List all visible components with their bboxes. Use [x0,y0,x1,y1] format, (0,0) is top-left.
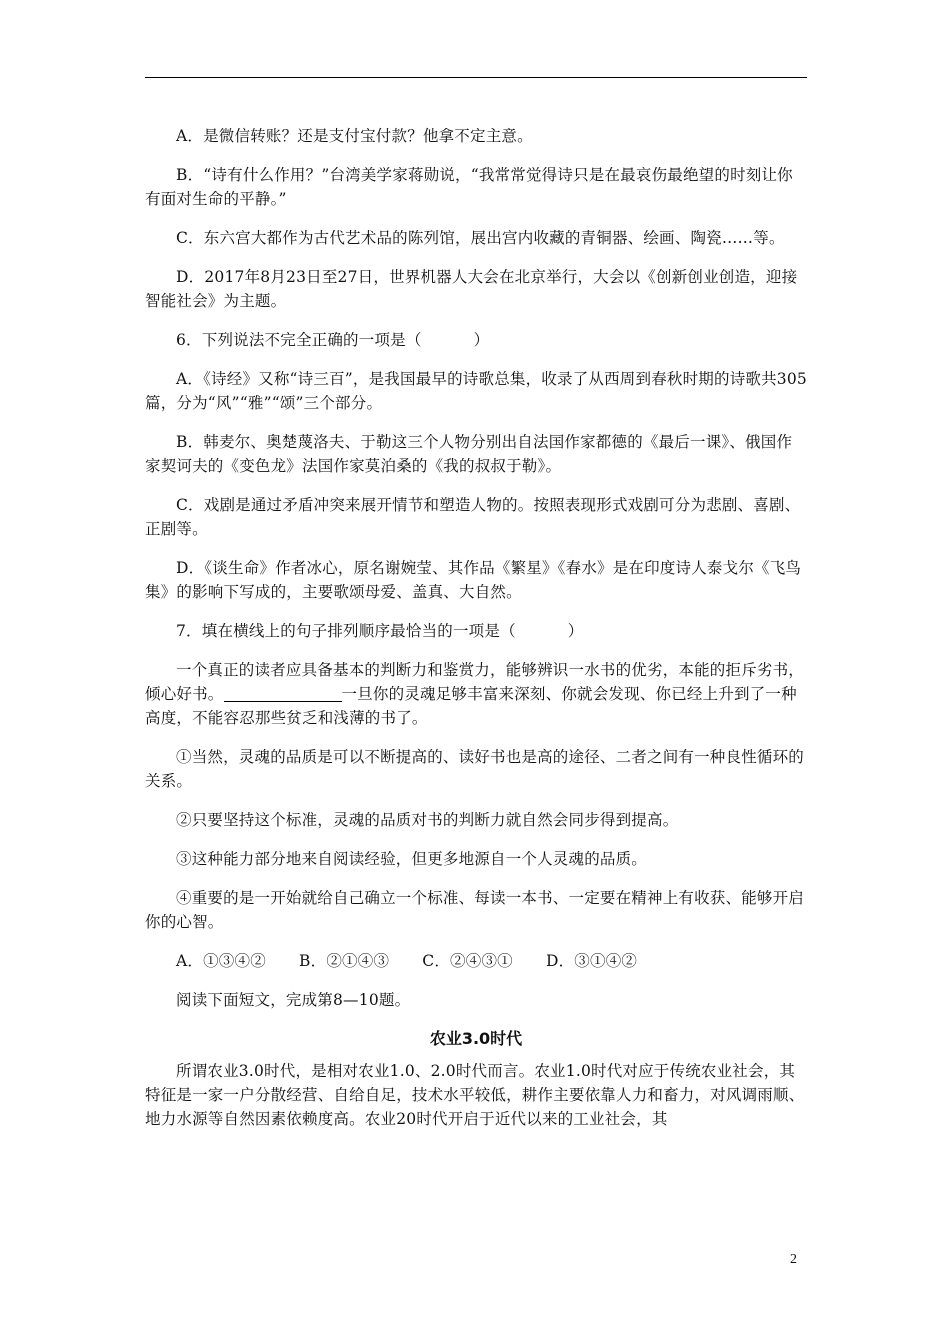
q5-option-b: B．“诗有什么作用？”台湾美学家蒋勋说，“我常常觉得诗只是在最哀伤最绝望的时刻让你有面对生命的平静。” [145,166,793,208]
page-body [145,124,807,1146]
q5-option-d: D．2017年8月23日至27日，世界机器人大会在北京举行，大会以《创新创业创造，迎接智能社会》为主题。 [145,268,798,310]
q7-options [145,949,807,973]
q6-stem-text: 6．下列说法不完全正确的一项是（ [176,331,422,349]
q6-option-d: D．《谈生命》作者冰心，原名谢婉莹、其作品《繁星》《春水》是在印度诗人泰戈尔《飞鸟集》的影响下写成的，主要歌颂母爱、盖真、大自然。 [145,559,802,601]
q7-stem-text: 7．填在横线上的句子排列顺序最恰当的一项是（ [176,622,516,640]
reading-paragraph-1: 所谓农业3.0时代，是相对农业1.0、2.0时代而言。农业1.0时代对应于传统农业社会，其特征是一家一户分散经营、自给自足，技术水平较低，耕作主要依靠人力和畜力，对风调雨顺、地力水源等自然因素依赖度高。农业20时代开启于近代以来的工业社会，其 [145,1062,805,1128]
q7-sentence-1: ①当然，灵魂的品质是可以不断提高的、读好书也是高的途径、二者之间有一种良性循环的关系。 [145,748,805,790]
q7-sentence-2: ②只要坚持这个标准，灵魂的品质对书的判断力就自然会同步得到提高。 [176,811,679,829]
fill-blank [224,685,342,702]
q7-passage-after: 一旦你的灵魂足够丰富来深刻、你就会发现、你已经上升到了一种高度，不能容忍那些贫乏和浅薄的书了。 [145,685,797,727]
q7-option-d: D．③①④② [545,952,638,970]
header-rule [145,77,807,78]
q7-option-a: A．①③④② [176,952,266,970]
page-number: 2 [790,1252,797,1267]
q6-option-b: B．韩麦尔、奥楚蔑洛夫、于勒这三个人物分别出自法国作家都德的《最后一课》、俄国作家契诃夫的《变色龙》法国作家莫泊桑的《我的叔叔于勒》。 [145,433,793,475]
q6-stem [145,328,807,352]
q6-option-a: A．《诗经》又称“诗三百”，是我国最早的诗歌总集，收录了从西周到春秋时期的诗歌共305篇，分为“风”“雅”“颂”三个部分。 [145,370,807,412]
reading-title: 农业3.0时代 [429,1029,523,1048]
q7-option-b: B．②①④③ [299,952,390,970]
q5-option-a: A．是微信转账？还是支付宝付款？他拿不定主意。 [176,127,533,145]
q5-option-c: C．东六宫大都作为古代艺术品的陈列馆，展出宫内收藏的青铜器、绘画、陶瓷……等。 [176,229,785,247]
reading-intro: 阅读下面短文，完成第8—10题。 [176,991,411,1009]
q6-option-c: C．戏剧是通过矛盾冲突来展开情节和塑造人物的。按照表现形式戏剧可分为悲剧、喜剧、正剧等。 [145,496,801,538]
q7-passage [145,658,807,730]
q7-stem [145,619,807,643]
q7-stem-close: ） [567,622,584,640]
q7-passage-before: 一个真正的读者应具备基本的判断力和鉴赏力，能够辨识一水书的优劣，本能的拒斥劣书，倾心好书。 [145,661,805,703]
q6-stem-close: ） [473,331,490,349]
q7-sentence-4: ④重要的是一开始就给自己确立一个标准、每读一本书、一定要在精神上有收获、能够开启你的心智。 [145,889,805,931]
q7-option-c: C．②④③① [422,952,513,970]
q7-sentence-3: ③这种能力部分地来自阅读经验，但更多地源自一个人灵魂的品质。 [176,850,648,868]
